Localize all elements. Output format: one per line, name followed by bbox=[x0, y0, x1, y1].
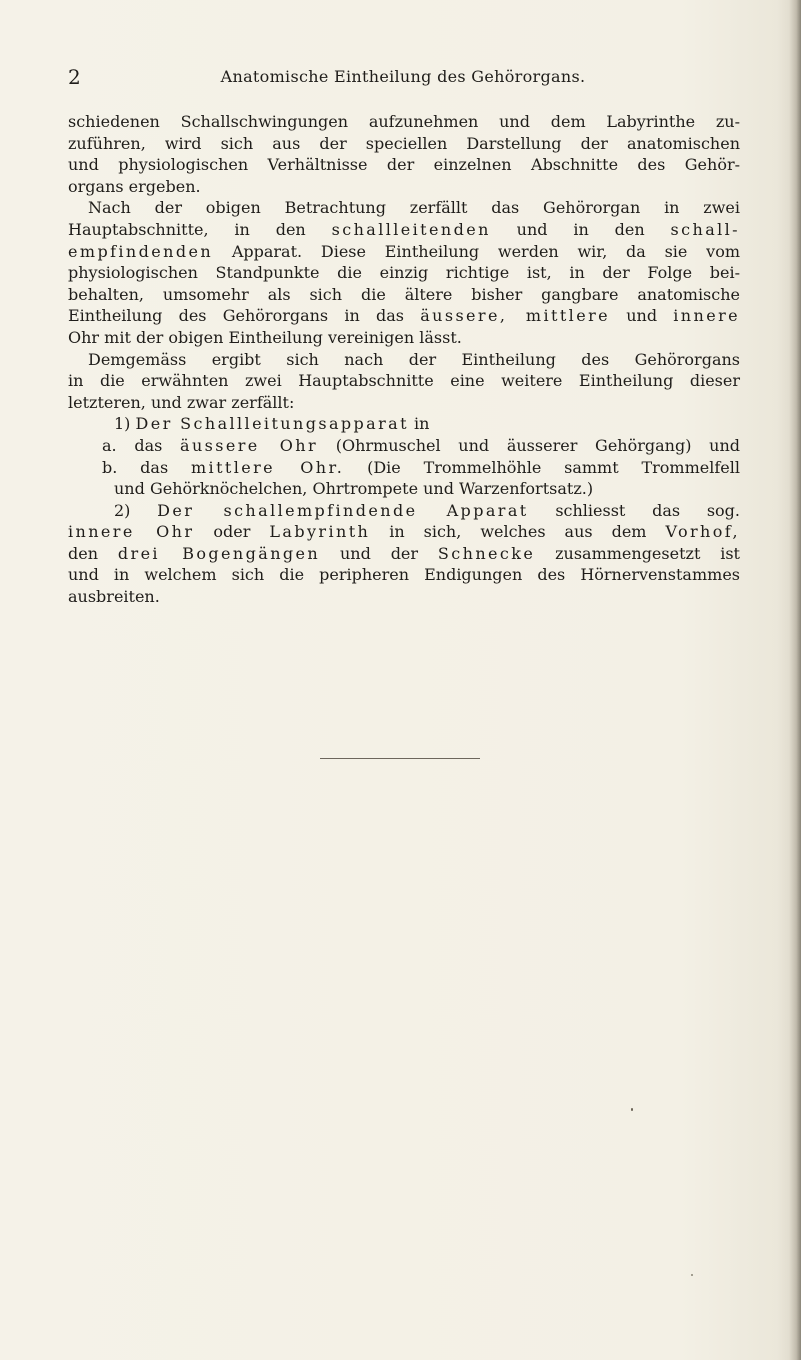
emphasis-spaced: Der Schallleitungsapparat bbox=[135, 414, 409, 434]
text-line bbox=[68, 305, 740, 327]
text-line: Nach der obigen Betrachtung zerfällt das Gehörorgan in zwei bbox=[88, 198, 740, 218]
text-span: in bbox=[408, 414, 430, 434]
emphasis-spaced: empfindenden bbox=[68, 241, 214, 261]
text-span: oder bbox=[194, 522, 270, 542]
text-span: 1) bbox=[114, 414, 136, 434]
emphasis-spaced: Der schallempfindende Apparat bbox=[157, 500, 529, 520]
emphasis-spaced: schall- bbox=[670, 219, 740, 239]
emphasis-spaced: Labyrinth bbox=[269, 522, 371, 542]
body-text bbox=[68, 111, 740, 608]
text-span: schliesst das sog. bbox=[528, 500, 741, 520]
text-span: 2) bbox=[114, 500, 158, 520]
text-line: physiologischen Standpunkte die einzig richtige ist, in der Folge bei- bbox=[68, 263, 740, 283]
text-span: zusammengesetzt ist bbox=[535, 543, 740, 563]
paper-speck bbox=[691, 1274, 693, 1276]
text-line: organs ergeben. bbox=[68, 176, 201, 196]
text-line bbox=[68, 241, 740, 263]
paper-speck bbox=[631, 1108, 633, 1111]
text-span: (Ohrmuschel und äusserer Gehörgang) und bbox=[318, 435, 740, 455]
text-line: ausbreiten. bbox=[68, 587, 160, 607]
emphasis-spaced: Vorhof, bbox=[665, 522, 741, 542]
section-divider bbox=[320, 758, 480, 759]
text-line bbox=[68, 413, 740, 435]
text-line bbox=[68, 500, 740, 522]
text-span: a. das bbox=[102, 435, 181, 455]
text-line: Demgemäss ergibt sich nach der Eintheilung des Gehörorgans bbox=[88, 349, 740, 369]
emphasis-spaced: äussere, mittlere bbox=[420, 306, 610, 326]
emphasis-spaced: schallleitenden bbox=[331, 219, 491, 239]
text-line: schiedenen Schallschwingungen aufzunehmen und dem Labyrinthe zu- bbox=[68, 112, 740, 131]
text-span: und in den bbox=[490, 219, 671, 239]
text-span: und der bbox=[320, 543, 438, 563]
text-span: den bbox=[68, 543, 118, 563]
page-header bbox=[68, 64, 738, 90]
emphasis-spaced: äussere Ohr bbox=[180, 435, 319, 455]
text-line bbox=[68, 435, 740, 457]
text-span: Apparat. Diese Eintheilung werden wir, da sie vom bbox=[213, 241, 740, 261]
text-line: behalten, umsomehr als sich die ältere bisher gangbare anatomische bbox=[68, 284, 740, 304]
emphasis-spaced: drei Bogengängen bbox=[117, 543, 321, 563]
page-number: 2 bbox=[68, 65, 81, 89]
text-line: in die erwähnten zwei Hauptabschnitte eine weitere Eintheilung dieser bbox=[68, 371, 740, 391]
text-line bbox=[68, 543, 740, 565]
text-line bbox=[68, 521, 740, 543]
text-line: und Gehörknöchelchen, Ohrtrompete und Warzenfortsatz.) bbox=[114, 479, 594, 499]
text-line bbox=[68, 457, 740, 479]
emphasis-spaced: innere Ohr bbox=[68, 522, 195, 542]
text-line bbox=[68, 219, 740, 241]
text-line: und in welchem sich die peripheren Endigungen des Hörnervenstammes bbox=[68, 565, 740, 585]
text-span: (Die Trommelhöhle sammt Trommelfell bbox=[344, 457, 740, 477]
text-span: in sich, welches aus dem bbox=[370, 522, 666, 542]
page-edge-shadow bbox=[789, 0, 801, 1360]
text-line: letzteren, und zwar zerfällt: bbox=[68, 392, 295, 412]
text-line: zuführen, wird sich aus der speciellen Darstellung der anatomischen bbox=[68, 133, 740, 153]
emphasis-spaced: innere bbox=[673, 306, 740, 326]
emphasis-spaced: Schnecke bbox=[437, 543, 536, 563]
text-span: Hauptabschnitte, in den bbox=[68, 219, 332, 239]
text-span: b. das bbox=[102, 457, 191, 477]
text-line: Ohr mit der obigen Eintheilung vereinigen lässt. bbox=[68, 327, 462, 347]
emphasis-spaced: mittlere Ohr. bbox=[190, 457, 345, 477]
running-title: Anatomische Eintheilung des Gehörorgans. bbox=[220, 67, 586, 86]
text-line: und physiologischen Verhältnisse der einzelnen Abschnitte des Gehör- bbox=[68, 155, 740, 175]
text-span: Eintheilung des Gehörorgans in das bbox=[68, 306, 421, 326]
text-span: und bbox=[610, 306, 674, 326]
